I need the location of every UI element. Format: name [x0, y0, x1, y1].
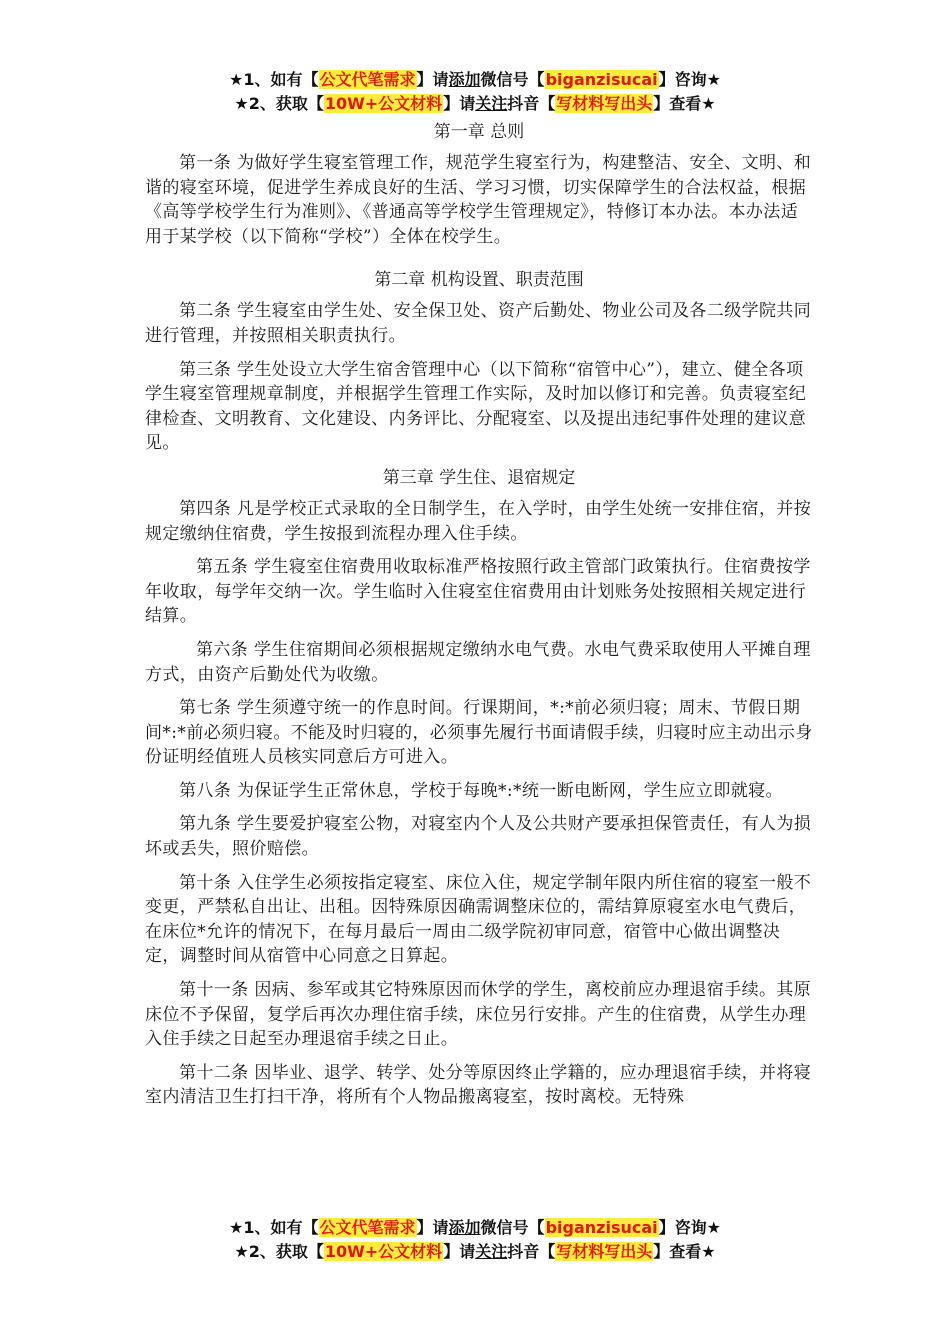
article-paragraph: 第二条 学生寝室由学生处、安全保卫处、资产后勤处、物业公司及各二级学院共同进行管理，并按照相关职责执行。 — [145, 301, 812, 346]
star-icon: ★ — [234, 94, 249, 113]
article-paragraph: 第九条 学生要爱护寝室公物，对寝室内个人及公共财产要承担保管责任，有人为损坏或丢失，照价赔偿。 — [145, 814, 812, 860]
highlight-ghostwriting: 公文代笔需求 — [319, 70, 416, 89]
banner-underlined-text: 添加 — [448, 70, 481, 89]
article-paragraph: 第八条 为保证学生正常休息，学校于每晚*:*统一断电断网，学生应立即就寝。 — [179, 780, 783, 801]
banner-text: 2、获取【 — [248, 94, 324, 113]
bottom-banner — [0, 1216, 950, 1264]
article-paragraph: 第七条 学生须遵守统一的作息时间。行课期间，*:*前必须归寝；周末、节假日期间*:*前必须归寝。不能及时归寝的，必须事先履行书面请假手续，归寝时应主动出示身份证明经值班人员核实同意后方可进入。 — [145, 698, 813, 768]
banner-text: 2、获取【 — [248, 1242, 324, 1261]
highlight-douyin-account: 写材料写出头 — [556, 94, 653, 113]
top-banner — [0, 68, 950, 116]
highlight-materials: 10W+公文材料 — [324, 1242, 443, 1261]
banner-text: 1、如有【 — [243, 1218, 319, 1237]
article-paragraph: 第四条 凡是学校正式录取的全日制学生，在入学时，由学生处统一安排住宿，并按规定缴纳住宿费，学生按报到流程办理入住手续。 — [145, 498, 812, 544]
banner-text: 抖音【 — [507, 1242, 556, 1261]
banner-text: 】请 — [416, 70, 449, 89]
highlight-wechat-id: biganzisucai — [545, 70, 658, 89]
highlight-douyin-account: 写材料写出头 — [556, 1242, 653, 1261]
banner-text: 1、如有【 — [243, 70, 319, 89]
banner-text: 】查看★ — [653, 1242, 716, 1261]
star-icon: ★ — [229, 1218, 244, 1237]
banner-text: 】请 — [416, 1218, 449, 1237]
banner-text: 】咨询★ — [658, 1218, 721, 1237]
article-paragraph: 第三条 学生处设立大学生宿舍管理中心（以下简称“宿管中心”），建立、健全各项学生寝室管理规章制度，并根据学生管理工作实际，及时加以修订和完善。负责寝室纪律检查、文明教育、文化建设、内务评比、分配寝室、以及提出违纪事件处理的建议意见。 — [145, 359, 807, 454]
banner-text: 】查看★ — [653, 94, 716, 113]
banner-text: 抖音【 — [507, 94, 556, 113]
star-icon: ★ — [234, 1242, 249, 1261]
banner-text: 】咨询★ — [658, 70, 721, 89]
highlight-ghostwriting: 公文代笔需求 — [319, 1218, 416, 1237]
chapter-heading: 第三章 学生住、退宿规定 — [382, 467, 576, 488]
banner-line-2 — [0, 1240, 950, 1264]
article-paragraph: 第十二条 因毕业、退学、转学、处分等原因终止学籍的，应办理退宿手续，并将寝室内清洁卫生打扫干净，将所有个人物品搬离寝室，按时离校。无特殊 — [145, 1062, 812, 1108]
highlight-materials: 10W+公文材料 — [324, 94, 443, 113]
banner-line-1 — [0, 1216, 950, 1240]
article-paragraph: 第六条 学生住宿期间必须根据规定缴纳水电气费。水电气费采取使用人平摊自理方式，由资产后勤处代为收缴。 — [145, 639, 811, 685]
banner-text: 微信号【 — [480, 70, 545, 89]
article-paragraph: 第五条 学生寝室住宿费用收取标准严格按照行政主管部门政策执行。住宿费按学年收取，每学年交纳一次。学生临时入住寝室住宿费用由计划账务处按照相关规定进行结算。 — [145, 557, 811, 627]
chapter-heading: 第二章 机构设置、职责范围 — [374, 270, 584, 291]
article-paragraph: 第一条 为做好学生寝室管理工作，规范学生寝室行为，构建整洁、安全、文明、和谐的寝室环境，促进学生养成良好的生活、学习习惯，切实保障学生的合法权益，根据《高等学校学生行为准则》、《普通高等学校学生管理规定》，特修订本办法。本办法适用于某学校（以下简称“学校”）全体在校学生。 — [145, 153, 812, 247]
banner-underlined-text: 添加 — [448, 1218, 481, 1237]
banner-underlined-text: 关注 — [475, 94, 508, 113]
banner-line-1 — [0, 68, 950, 92]
banner-underlined-text: 关注 — [475, 1242, 508, 1261]
chapter-heading: 第一章 总则 — [433, 122, 525, 142]
article-paragraph: 第十条 入住学生必须按指定寝室、床位入住，规定学制年限内所住宿的寝室一般不变更，严禁私自出让、出租。因特殊原因确需调整床位的，需结算原寝室水电气费后，在床位*允许的情况下，在每月最后一周由二级学院初审同意，宿管中心做出调整决定，调整时间从宿管中心同意之日算起。 — [145, 872, 812, 967]
star-icon: ★ — [229, 70, 244, 89]
highlight-wechat-id: biganzisucai — [545, 1218, 658, 1237]
banner-text: 】请 — [443, 1242, 476, 1261]
article-paragraph: 第十一条 因病、参军或其它特殊原因而休学的学生，离校前应办理退宿手续。其原床位不予保留，复学后再次办理住宿手续，床位另行安排。产生的住宿费，从学生办理入住手续之日起至办理退宿手续之日止。 — [145, 980, 812, 1050]
banner-line-2 — [0, 92, 950, 116]
banner-text: 微信号【 — [480, 1218, 545, 1237]
document-body — [145, 119, 813, 1110]
banner-text: 】请 — [443, 94, 476, 113]
